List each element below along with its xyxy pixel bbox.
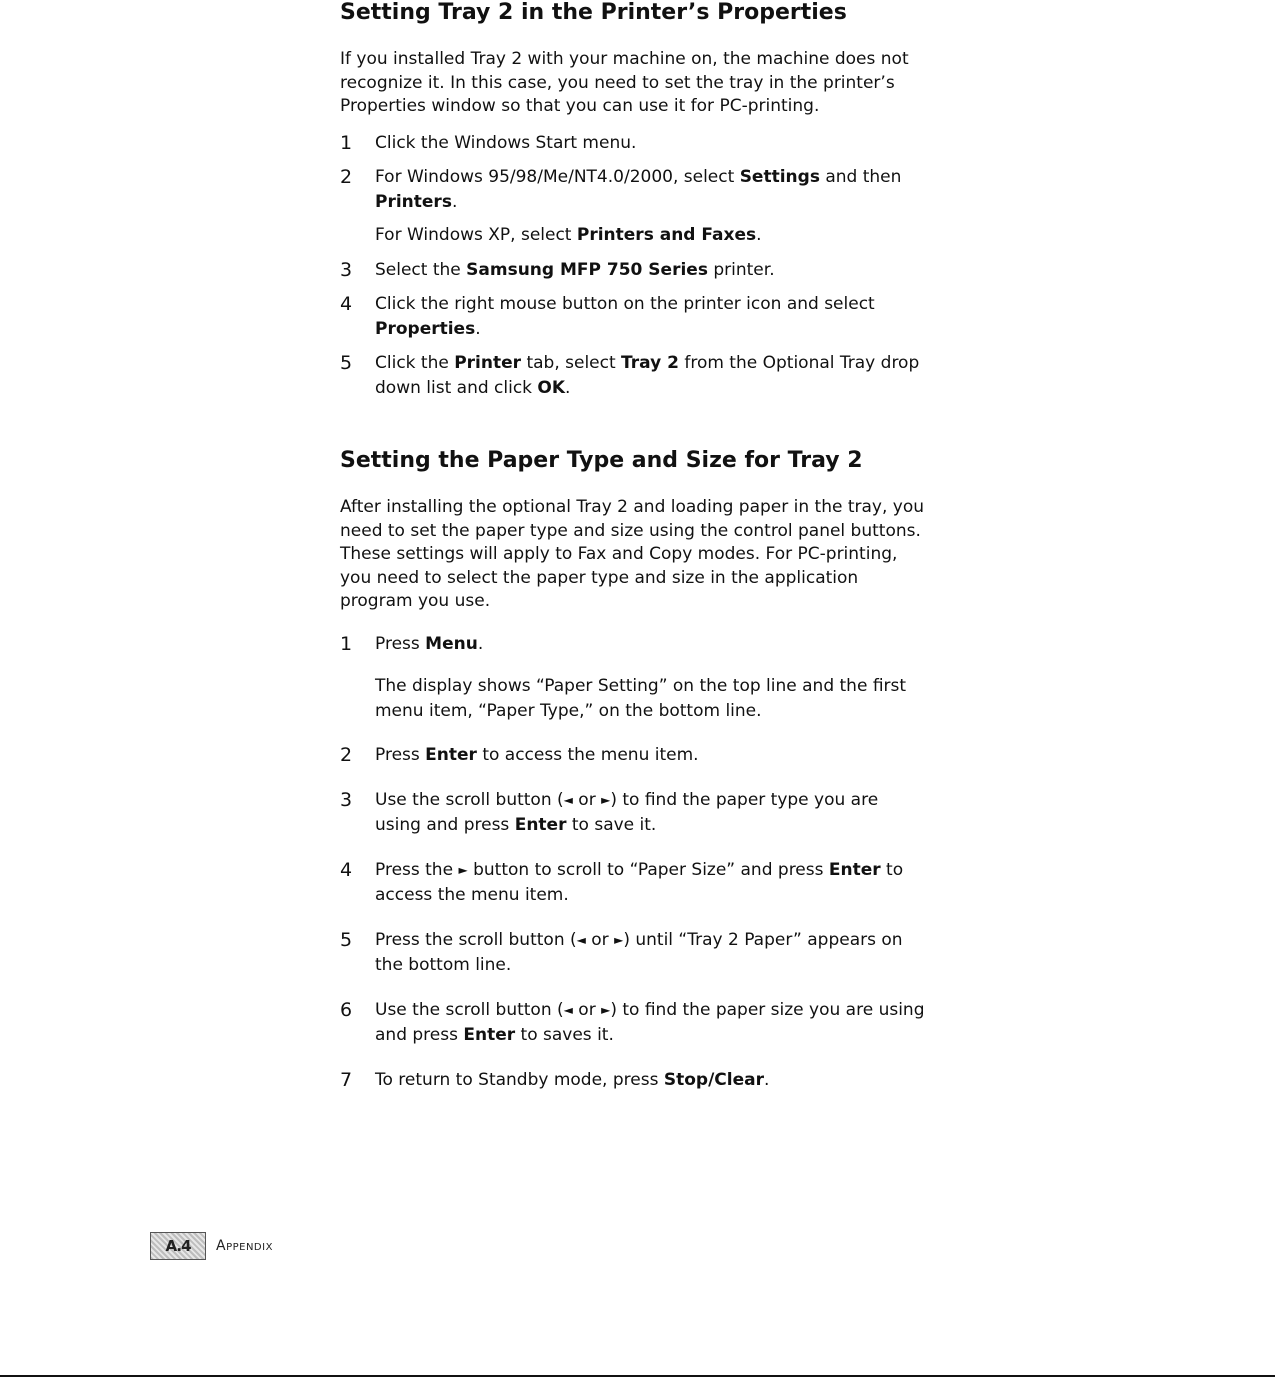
step-note: The display shows “Paper Setting” on the top line and the first menu item, “Paper Type,” on the bottom line. xyxy=(375,676,907,721)
step-text: . xyxy=(565,377,571,398)
step-text: Use the scroll button ( xyxy=(375,999,564,1020)
step-number: 5 xyxy=(340,352,353,374)
step-bold: Menu xyxy=(425,633,478,654)
right-arrow-icon: ► xyxy=(601,1002,611,1017)
left-arrow-icon: ◄ xyxy=(563,1002,573,1017)
step-bold: Printers xyxy=(375,191,452,212)
step-number: 3 xyxy=(340,788,353,811)
step-1 xyxy=(340,632,925,724)
step-number: 2 xyxy=(340,744,353,766)
step-text: Press the scroll button ( xyxy=(375,929,577,950)
step-bold: Printer xyxy=(454,353,522,373)
bottom-divider xyxy=(0,1375,1275,1377)
step-bold: Properties xyxy=(375,318,476,339)
step-number: 7 xyxy=(340,1068,353,1091)
step-text: Press xyxy=(375,745,426,765)
step-text: or xyxy=(572,789,602,810)
step-text: . xyxy=(451,191,458,212)
step-number: 2 xyxy=(340,166,353,188)
step-note xyxy=(375,223,925,248)
step-text: Click the right mouse button on the printer icon and select xyxy=(375,294,875,314)
section-tray2-properties xyxy=(340,0,925,400)
step-bold: Enter xyxy=(514,815,567,835)
step-bold: Enter xyxy=(463,1025,516,1045)
step-bold: Samsung MFP 750 Series xyxy=(466,259,708,280)
step-bold: Printers and Faxes xyxy=(576,225,757,245)
step-text: to access the menu item. xyxy=(375,859,904,905)
step-text: Use the scroll button ( xyxy=(375,789,564,810)
step-text: . xyxy=(475,318,481,339)
step-text: Press the xyxy=(375,859,459,880)
step-text: printer. xyxy=(707,259,775,280)
step-text: from the Optional Tray drop down list and click xyxy=(375,353,920,398)
step-text: or xyxy=(585,929,615,950)
step-text: . xyxy=(763,1069,770,1090)
step-text: button to scroll to “Paper Size” and press xyxy=(467,859,829,880)
page-footer xyxy=(150,1232,273,1260)
right-arrow-icon: ► xyxy=(458,862,468,877)
step-bold: Enter xyxy=(828,859,881,880)
step-text: ) to find the paper size you are using and press xyxy=(375,999,925,1045)
section-heading: Setting Tray 2 in the Printer’s Properties xyxy=(340,0,847,25)
step-text: Click the xyxy=(375,353,455,373)
left-arrow-icon: ◄ xyxy=(576,932,586,947)
step-number: 3 xyxy=(340,258,353,281)
step-text: ) until “Tray 2 Paper” appears on the bottom line. xyxy=(375,929,903,975)
step-bold: Tray 2 xyxy=(621,353,679,373)
step-2 xyxy=(340,743,925,768)
step-6 xyxy=(340,998,925,1048)
step-bold: Stop/Clear xyxy=(663,1069,764,1090)
step-7 xyxy=(340,1068,925,1093)
right-arrow-icon: ► xyxy=(614,932,624,947)
step-text: For Windows 95/98/Me/NT4.0/2000, select xyxy=(375,167,740,187)
step-3 xyxy=(340,258,925,283)
step-number: 1 xyxy=(340,632,353,655)
footer-section-label: Appendix xyxy=(216,1238,273,1254)
step-number: 6 xyxy=(340,998,353,1021)
left-arrow-icon: ◄ xyxy=(563,792,573,807)
step-bold: Enter xyxy=(425,745,477,765)
step-5 xyxy=(340,351,925,400)
section-intro: If you installed Tray 2 with your machine on, the machine does not recognize it. In this case, you need to set the tray in the printer’s Properties window so that you can use it for PC-printing. xyxy=(340,49,909,116)
section-heading: Setting the Paper Type and Size for Tray 2 xyxy=(340,448,863,473)
page-number-badge: A.4 xyxy=(150,1232,206,1260)
step-text: Click the Windows Start menu. xyxy=(375,132,637,153)
step-text: . xyxy=(756,225,762,245)
step-4 xyxy=(340,292,925,341)
step-number: 4 xyxy=(340,858,353,881)
step-text: To return to Standby mode, press xyxy=(375,1069,664,1090)
page-content xyxy=(340,0,925,1092)
section-intro: After installing the optional Tray 2 and loading paper in the tray, you need to set the paper type and size using the control panel buttons. These settings will apply to Fax and Copy modes. For PC-printing, you need to select the paper type and size in the application program you use. xyxy=(340,497,925,611)
step-4 xyxy=(340,858,925,908)
step-number: 4 xyxy=(340,293,353,315)
step-1 xyxy=(340,131,925,156)
step-text: Select the xyxy=(375,259,467,280)
step-number: 5 xyxy=(340,928,353,951)
step-bold: Settings xyxy=(739,167,820,187)
step-text: . xyxy=(477,633,484,654)
right-arrow-icon: ► xyxy=(601,792,611,807)
step-text: Press xyxy=(375,633,426,654)
step-text: For Windows XP, select xyxy=(375,225,577,245)
step-text: and then xyxy=(819,167,902,187)
step-text: to save it. xyxy=(566,815,657,835)
step-text: ) to find the paper type you are using and press xyxy=(375,789,879,835)
step-2 xyxy=(340,165,925,248)
step-text: tab, select xyxy=(521,353,622,373)
step-text: or xyxy=(572,999,602,1020)
step-3 xyxy=(340,788,925,838)
step-bold: OK xyxy=(537,377,566,398)
step-number: 1 xyxy=(340,131,353,154)
step-text: to saves it. xyxy=(515,1025,614,1045)
step-5 xyxy=(340,928,925,978)
step-text: to access the menu item. xyxy=(476,745,699,765)
section-paper-type-size xyxy=(340,448,925,1092)
